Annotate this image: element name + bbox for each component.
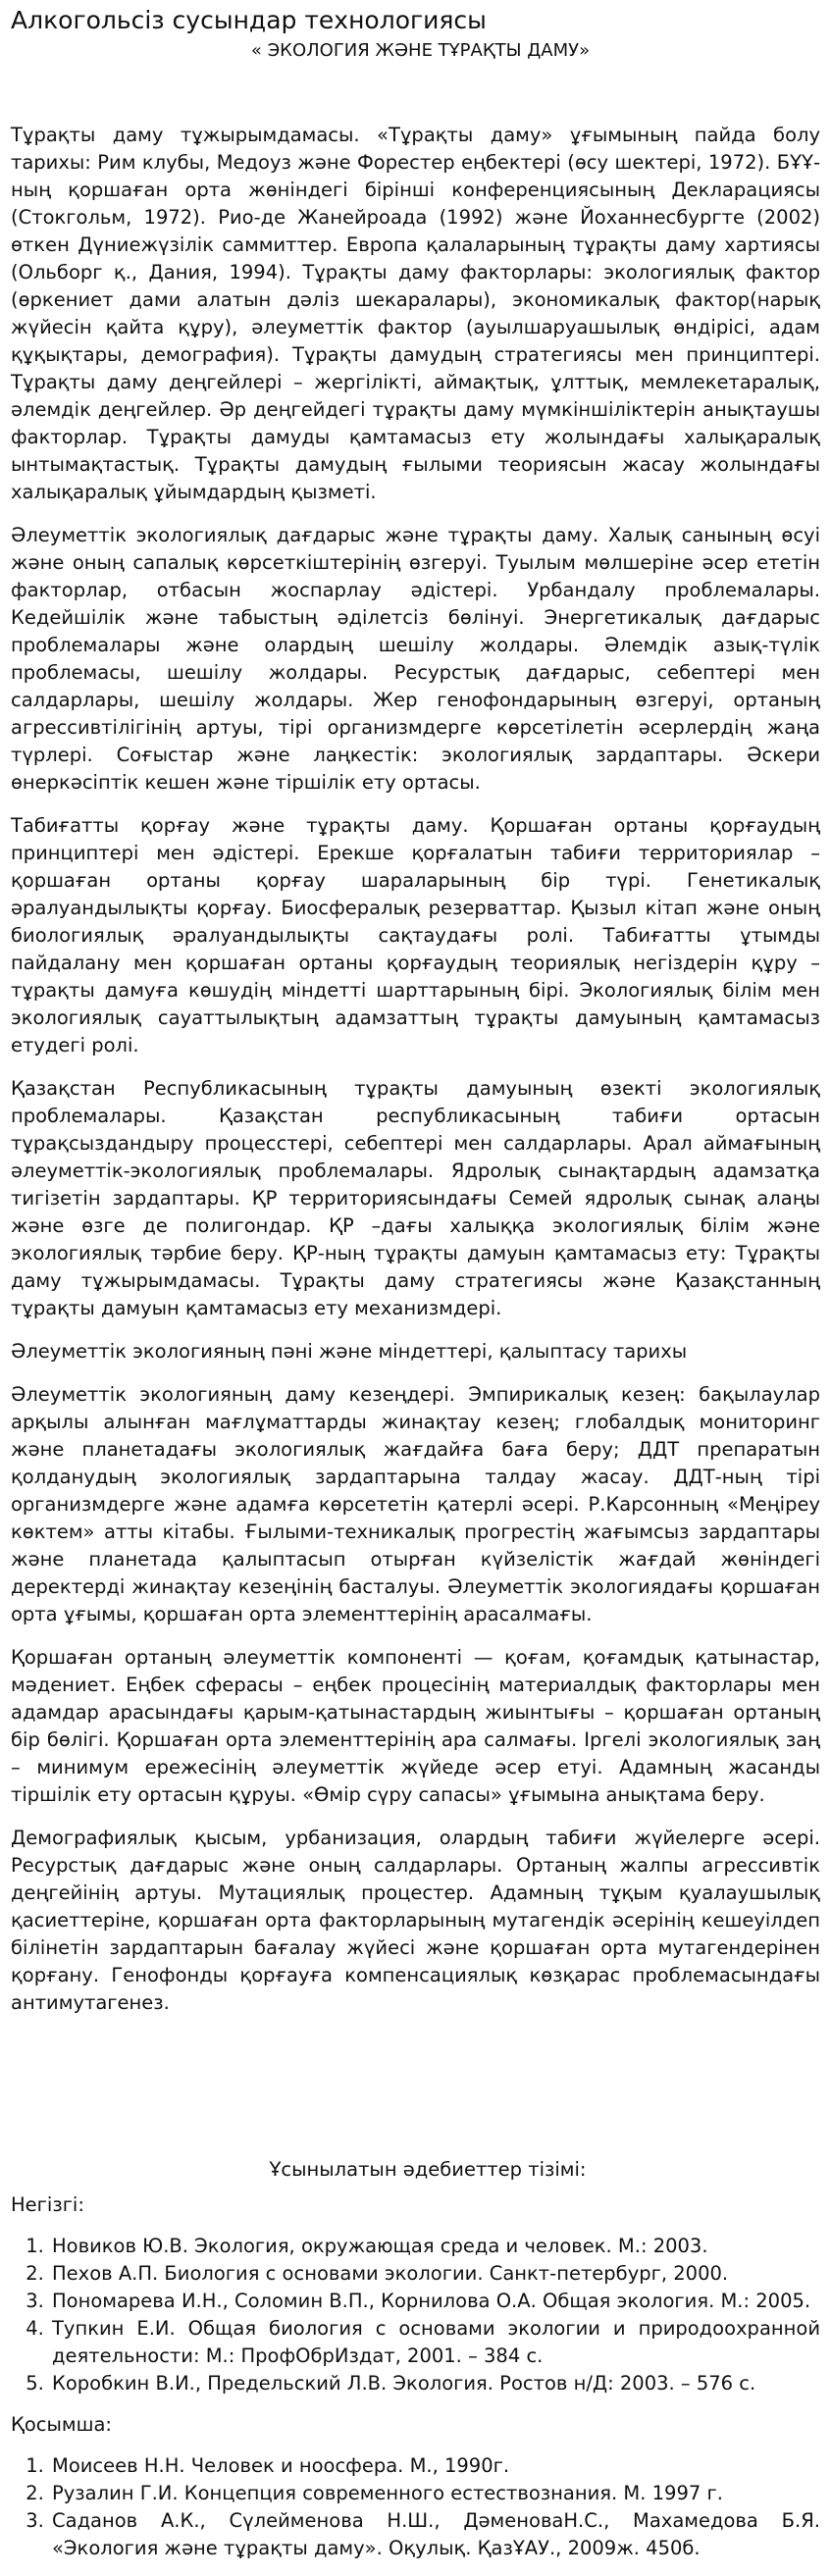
references-extra-label: Қосымша: [11, 2413, 112, 2436]
paragraph-nature-protection: Табиғатты қорғау және тұрақты даму. Қоршаған ортаны қорғаудың принциптері мен әдістері. Ерекше қорғалатын табиғи территориялар – қоршаған ортаны қорғау шараларының бір түрі. Генетикалық әралуандылықты қорғау. Биосфералық резерваттар. Қызыл кітап және оның биологиялық әралуандылықты сақтаудағы ролі. Табиғатты ұтымды пайдалану мен қоршаған ортаны қорғаудың теориялық негіздерін құру – тұрақты дамуға көшудің міндетті шарттарының бірі. Экологиялық білім мен экологиялық сауаттылықтың адамзаттың тұрақты дамуының қамтамасыз етудегі ролі. [11, 814, 820, 1056]
references-main-label: Негізгі: [11, 2193, 84, 2216]
document-title: Алкогольсіз сусындар технологиясы [11, 6, 487, 34]
spacer [11, 65, 820, 122]
reference-item: 4. Тупкин Е.И. Общая биология с основами экологии и природоохранной деятельности: М.: ПрофОбрИздат, 2001. – 384 с. [50, 2315, 820, 2370]
paragraph-sustainable-development: Тұрақты даму тұжырымдамасы. «Тұрақты даму» ұғымының пайда болу тарихы: Рим клубы, Медоуз және Форестер еңбектері (өсу шектері, 1972). БҰҰ-ның қоршаған орта жөніндегі бірінші конференциясының Декларациясы (Стокгольм, 1972). Рио-де Жанейроада (1992) және Йоханнесбургте (2002) өткен Дүниежүзілік саммиттер. Европа қалаларының тұрақты даму хартиясы (Ольборг қ., Дания, 1994). Тұрақты даму факторлары: экологиялық фактор (өркениет дами алатын дәліз шекаралары), экономикалық фактор(нарық жүйесін қайта құру), әлеуметтік фактор (ауылшаруашылық өндірісі, адам құқықтары, демография). Тұрақты дамудың стратегиясы мен принциптері. Тұрақты даму деңгейлері – жергілікті, аймақтық, ұлттық, мемлекетаралық, әлемдік деңгейлер. Әр деңгейдегі тұрақты даму мүмкіншіліктерін анықтаушы факторлар. Тұрақты дамуды қамтамасыз ету жолындағы халықаралық ынтымақтастық. Тұрақты дамудың ғылыми теориясын жасау жолындағы халықаралық ұйымдардың қызметі. [11, 124, 820, 503]
paragraph-development-stages: Әлеуметтік экологияның даму кезеңдері. Эмпирикалық кезең: бақылаулар арқылы алынған мағлұматтарды жинақтау кезең; глобалдық мониторинг және планетадағы экологиялық жағдайға баға беру; ДДТ препаратын қолданудың экологиялық зардаптарына талдау жасау. ДДТ-ның тірі организмдерге және адамға көрсететін қатерлі әсері. Р.Карсонның «Меңіреу көктем» атты кітабы. Ғылыми-техникалық прогрестің жағымсыз зардаптары және планетада қалыптасып отырған күйзелістік жағдай жөніндегі деректерді жинақтау кезеңінің басталуы. Әлеуметтік экологиядағы қоршаған орта ұғымы, қоршаған орта элементтерінің арасалмағы. [11, 1383, 820, 1625]
paragraph-social-component: Қоршаған ортаның әлеуметтік компоненті — қоғам, қоғамдық қатынастар, мәдениет. Еңбек сферасы – еңбек процесінің материалдық факторлары мен адамдар арасындағы қарым-қатынастардың жиынтығы – қоршаған ортаның бір бөлігі. Қоршаған орта элементтерінің ара салмағы. Іргелі экологиялық заң – минимум ережесінің әлеуметтік жүйеде әсер етуі. Адамның жасанды тіршілік ету ортасын құруы. «Өмір сүру сапасы» ұғымына анықтама беру. [11, 1646, 820, 1806]
paragraph-kazakhstan-problems: Қазақстан Республикасының тұрақты дамуының өзекті экологиялық проблемалары. Қазақстан республикасының табиғи ортасын тұрақсыздандыру процесстері, себептері мен салдарлары. Арал аймағының әлеуметтік-экологиялық проблемалары. Ядролық сынақтардың адамзатқа тигізетін зардаптары. ҚР территориясындағы Семей ядролық сынақ алаңы және өзге де полигондар. ҚР –дағы халыққа экологиялық білім және экологиялық тәрбие беру. ҚР-ның тұрақты дамуын қамтамасыз ету: Тұрақты даму тұжырымдамасы. Тұрақты даму стратегиясы және Қазақстанның тұрақты дамуын қамтамасыз ету механизмдері. [11, 1077, 820, 1319]
document-subtitle: « ЭКОЛОГИЯ ЖӘНЕ ТҰРАҚТЫ ДАМУ» [250, 40, 591, 61]
paragraph-social-ecological-crisis: Әлеуметтік экологиялық дағдарыс және тұрақты даму. Халық санының өсуі және оның сапалық көрсеткіштерінің өзгеруі. Туылым мөлшеріне әсер ететін факторлар, отбасын жоспарлау әдістері. Урбандалу проблемалары. Кедейшілік және табыстың әділетсіз бөлінуі. Энергетикалық дағдарыс проблемалары және олардың шешілу жолдары. Әлемдік азық-түлік проблемасы, шешілу жолдары. Ресурстық дағдарыс, себептері мен салдарлары, шешілу жолдары. Жер генофондарының өзгеруі, ортаның агрессивтілігінің артуы, тірі организмдерге көрсетілетін әсерлердің жаңа түрлері. Соғыстар және лаңкестік: экологиялық зардаптары. Әскери өнеркәсіптік кешен және тіршілік ету ортасы. [11, 524, 820, 794]
reference-item: 3. Пономарева И.Н., Соломин В.П., Корнилова О.А. Общая экология. М.: 2005. [50, 2288, 820, 2315]
reference-item: 3. Саданов А.К., Сүлейменова Н.Ш., ДәменоваН.С., Махамедова Б.Я. «Экология және тұрақты даму». Оқулық. ҚазҰАУ., 2009ж. 450б. [50, 2507, 820, 2562]
references-extra-list [11, 2452, 820, 2562]
reference-item: 1. Моисеев Н.Н. Человек и ноосфера. М., 1990г. [50, 2452, 820, 2480]
reference-item: 2. Рузалин Г.И. Концепция современного естествознания. М. 1997 г. [50, 2480, 820, 2507]
spacer [11, 2033, 820, 2156]
paragraph-demographic-pressure: Демографиялық қысым, урбанизация, олардың табиғи жүйелерге әсері. Ресурстық дағдарыс және оның салдарлары. Ортаның жалпы агрессивтік деңгейінің артуы. Мутациялық процестер. Адамның тұқым қуалаушылық қасиеттеріне, қоршаған орта факторларының мутагендік әсерінің кешеуілдеп білінетін зардаптарын бағалау жүйесі және қоршаған орта мутагендерінен қорғану. Генофонды қорғауға компенсациялық көзқарас проблемасындағы антимутагенез. [11, 1827, 820, 2014]
reference-item: 2. Пехов А.П. Биология с основами экологии. Санкт-петербург, 2000. [50, 2260, 820, 2288]
references-title: Ұсынылатын әдебиеттер тізімі: [269, 2158, 587, 2181]
references-main-list [11, 2233, 820, 2397]
reference-item: 1. Новиков Ю.В. Экология, окружающая среда и человек. М.: 2003. [50, 2233, 820, 2260]
reference-item: 5. Коробкин В.И., Предельский Л.В. Экология. Ростов н/Д: 2003. – 576 с. [50, 2370, 820, 2397]
section-heading: Әлеуметтік экологияның пәні және міндеттері, қалыптасу тарихы [11, 1340, 688, 1363]
